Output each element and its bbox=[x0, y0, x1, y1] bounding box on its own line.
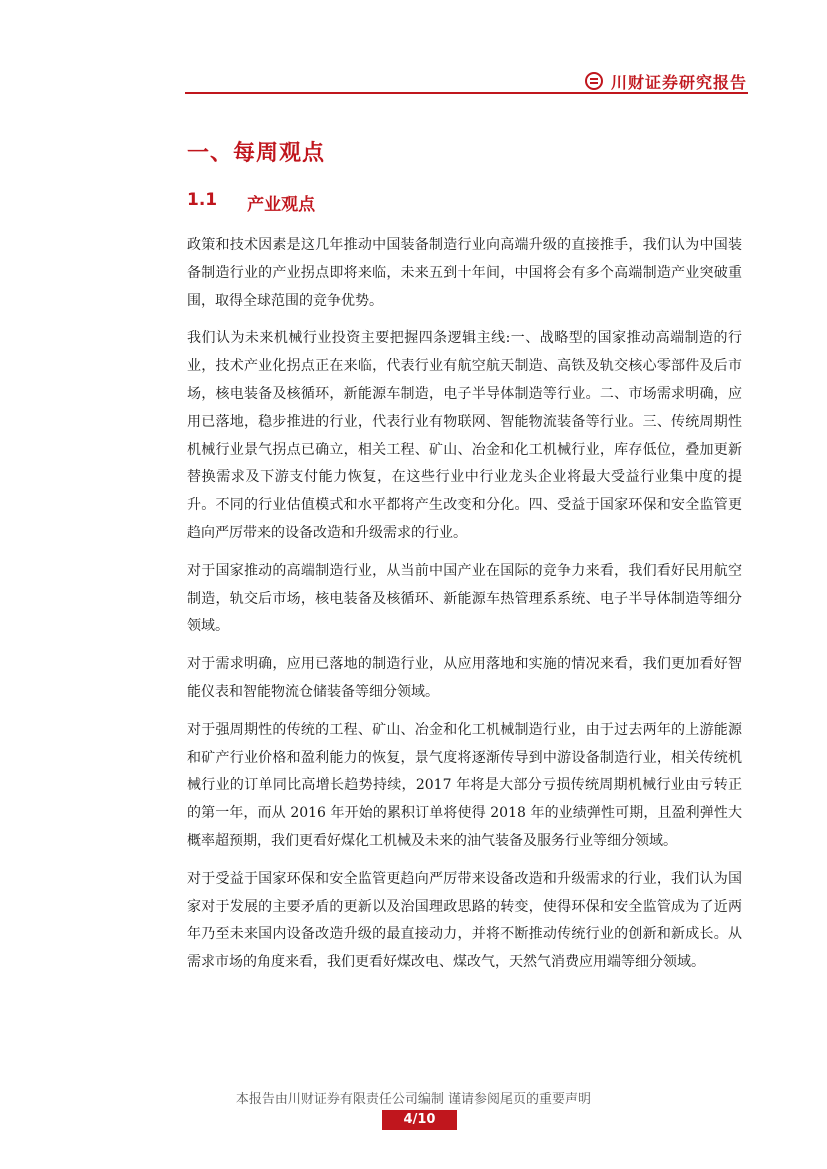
header-divider bbox=[185, 92, 748, 94]
subsection-title: 产业观点 bbox=[247, 195, 316, 215]
chuancai-logo-icon bbox=[585, 72, 603, 90]
paragraph: 对于受益于国家环保和安全监管更趋向严厉带来设备改造和升级需求的行业，我们认为国家对于发展的主要矛盾的更新以及治国理政思路的转变，使得环保和安全监管成为了近两年乃至未来国内设备改造升级的最直接动力，并将不断推动传统行业的创新和新成长。从需求市场的角度来看，我们更看好煤改电、煤改气，天然气消费应用端等细分领域。 bbox=[187, 870, 742, 971]
footer-disclaimer: 本报告由川财证券有限责任公司编制 谨请参阅尾页的重要声明 bbox=[235, 1092, 592, 1107]
subsection-heading bbox=[187, 190, 315, 215]
paragraph: 政策和技术因素是这几年推动中国装备制造行业向高端升级的直接推手，我们认为中国装备制造行业的产业拐点即将来临，未来五到十年间，中国将会有多个高端制造产业突破重围，取得全球范围的竞争优势。 bbox=[187, 237, 742, 309]
header-brand bbox=[585, 69, 747, 93]
subsection-number: 1.1 bbox=[187, 190, 218, 210]
section-title: 一、每周观点 bbox=[187, 141, 326, 166]
paragraph: 对于需求明确，应用已落地的制造行业，从应用落地和实施的情况来看，我们更加看好智能仪表和智能物流仓储装备等细分领域。 bbox=[187, 656, 742, 700]
paragraph: 我们认为未来机械行业投资主要把握四条逻辑主线:一、战略型的国家推动高端制造的行业，技术产业化拐点正在来临，代表行业有航空航天制造、高铁及轨交核心零部件及后市场，核电装备及核循环，新能源车制造，电子半导体制造等行业。二、市场需求明确，应用已落地，稳步推进的行业，代表行业有物联网、智能物流装备等行业。三、传统周期性机械行业景气拐点已确立，相关工程、矿山、冶金和化工机械行业，库存低位，叠加更新替换需求及下游支付能力恢复，在这些行业中行业龙头企业将最大受益行业集中度的提升。不同的行业估值模式和水平都将产生改变和分化。四、受益于国家环保和安全监管更趋向严厉带来的设备改造和升级需求的行业。 bbox=[187, 330, 742, 541]
paragraph: 对于国家推动的高端制造行业，从当前中国产业在国际的竞争力来看，我们看好民用航空制造，轨交后市场，核电装备及核循环、新能源车热管理系系统、电子半导体制造等细分领域。 bbox=[187, 562, 742, 635]
report-body bbox=[187, 232, 742, 987]
paragraph: 对于强周期性的传统的工程、矿山、冶金和化工机械制造行业，由于过去两年的上游能源和矿产行业价格和盈利能力的恢复，景气度将逐渐传导到中游设备制造行业，相关传统机械行业的订单同比高增长趋势持续，2017 年将是大部分亏损传统周期机械行业由亏转正的第一年，而从 2016 年开始的累积订单将使得 2018 年的业绩弹性可期，且盈利弹性大概率超预期，我们更看好煤化工机械及未来的油气装备及服务行业等细分领域。 bbox=[187, 721, 742, 849]
brand-name: 川财证券研究报告 bbox=[610, 72, 747, 92]
page-number: 4/10 bbox=[382, 1110, 457, 1130]
